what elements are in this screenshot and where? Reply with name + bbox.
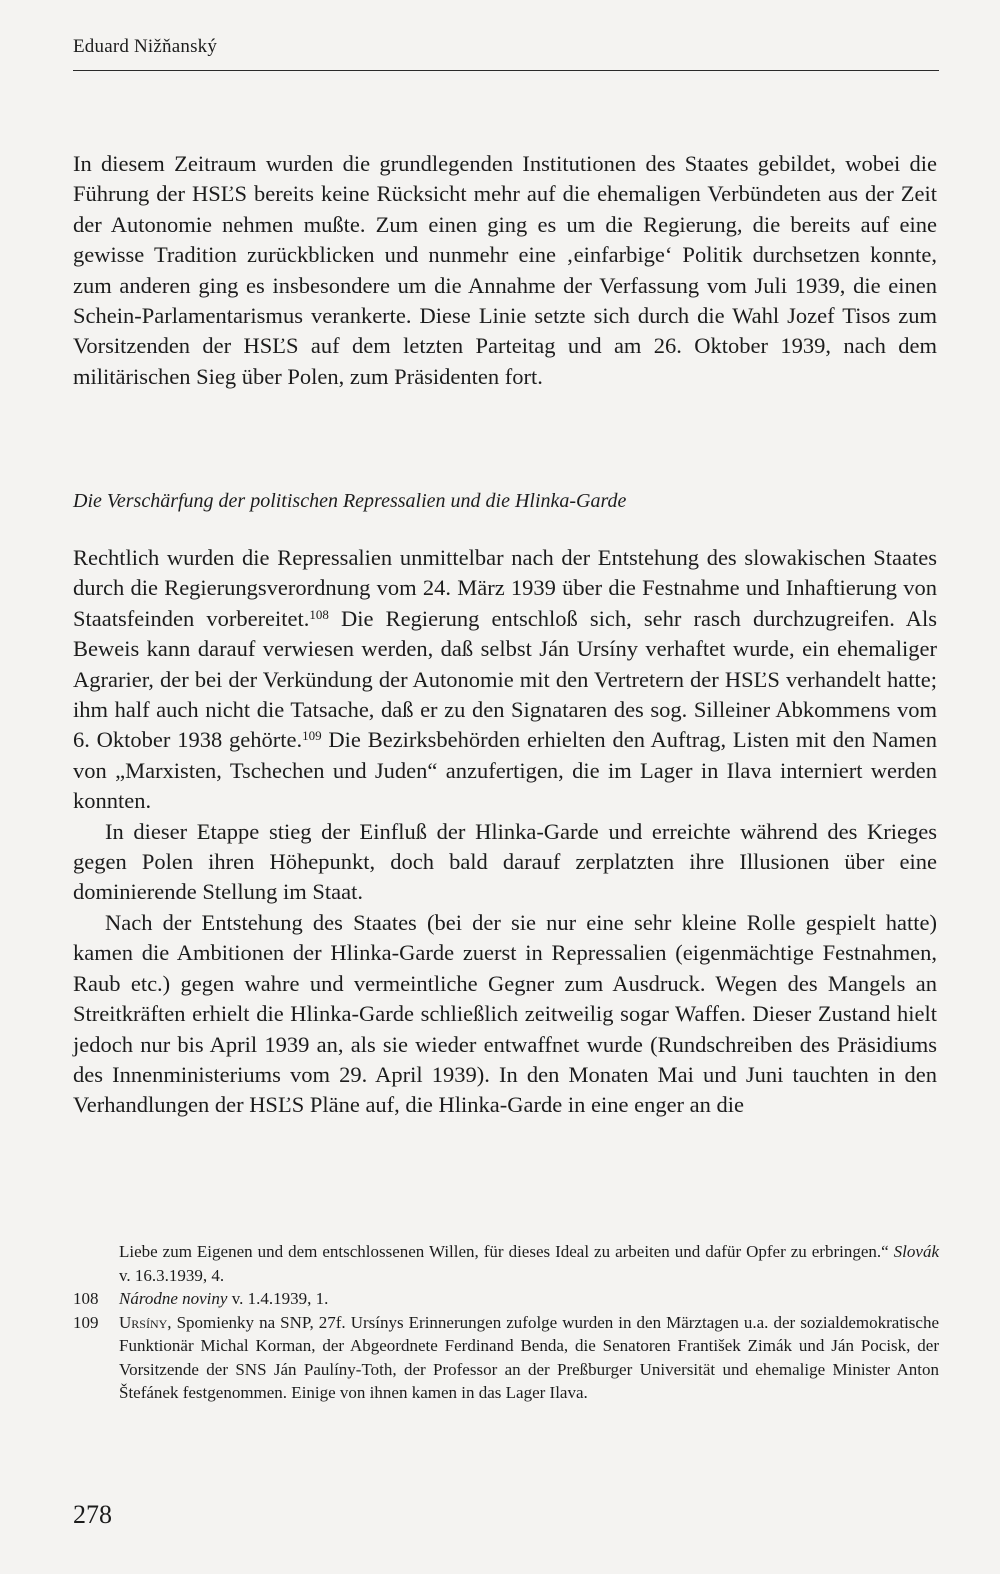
page-number: 278 [73,1500,112,1529]
footnote-continuation-text: Liebe zum Eigenen und dem entschlossenen Willen, für dieses Ideal zu arbeiten und dafür Opfer zu erbringen.“ [119,1242,894,1261]
paragraph-2 [73,543,937,817]
footnote-108 [73,1287,939,1311]
footnote-continuation-source: Slovák [893,1242,939,1261]
paragraph-2-part-b: Die Regierung entschloß sich, sehr rasch durchzugreifen. Als Beweis kann darauf verwiesen werden, daß selbst Ján Ursíny verhaftet wurde, ein ehemaliger Agrarier, der bei der Verkündung der Autonomie mit den Vertretern der HSĽS verhandelt hatte; ihm half auch nicht die Tatsache, daß er zu den Signataren des sog. Silleiner Abkommens vom 6. Oktober 1938 gehörte. [73,605,937,753]
footnote-text [119,1311,939,1405]
main-text-top [73,149,937,392]
footnote-text [119,1287,939,1311]
footnote-ref-108: 108 [309,606,329,622]
footnote-body: , Spomienky na SNP, 27f. Ursínys Erinnerungen zufolge wurden in den Märztagen u.a. der sozialdemokratische Funktionär Michal Korman, der Abgeordnete Ferdinand Benda, die Senatoren František Zimák und Ján Pocisk, der Vorsitzende der SNS Ján Paulíny-Toth, der Professor an der Preßburger Universität und ehemalige Minister Anton Štefánek festgenommen. Einige von ihnen kamen in das Lager Ilava. [119,1312,939,1402]
footnote-109 [73,1311,939,1405]
footnote-source: Národne noviny [119,1289,228,1308]
footnote-continuation [73,1240,939,1287]
footnote-number: 109 [73,1312,99,1332]
paragraph-3: In dieser Etappe stieg der Einfluß der Hlinka-Garde und erreichte während des Krieges gegen Polen ihren Höhepunkt, doch bald darauf zerplatzten ihre Illusionen über eine dominierende Stellung im Staat. [73,818,937,905]
paragraph-4: Nach der Entstehung des Staates (bei der sie nur eine sehr kleine Rolle gespielt hatte) kamen die Ambitionen der Hlinka-Garde zuerst in Repressalien (eigenmächtige Festnahmen, Raub etc.) gegen wahre und vermeintliche Gegner zum Ausdruck. Wegen des Mangels an Streitkräften erhielt die Hlinka-Garde schließlich zeitweilig sogar Waffen. Dieser Zustand hielt jedoch nur bis April 1939 an, als sie wieder entwaffnet wurde (Rundschreiben des Präsidiums des Innenministeriums vom 29. April 1939). In den Monaten Mai und Juni tauchten in den Verhandlungen der HSĽS Pläne auf, die Hlinka-Garde in eine enger an die [73,909,937,1118]
footnote-author: Ursíny [119,1312,168,1332]
section-heading: Die Verschärfung der politischen Repressalien und die Hlinka-Garde [73,490,627,512]
paragraph-2-part-c: Die Bezirksbehörden erhielten den Auftrag, Listen mit den Namen von „Marxisten, Tschechen und Juden“ anzufertigen, die im Lager in Ilava interniert werden konnten. [73,727,937,814]
footnotes [73,1240,939,1405]
paragraph-1: In diesem Zeitraum wurden die grundlegenden Institutionen des Staates gebildet, wobei die Führung der HSĽS bereits keine Rücksicht mehr auf die ehemaligen Verbündeten aus der Zeit der Autonomie nehmen mußte. Zum einen ging es um die Regierung, die bereits auf eine gewisse Tradition zurückblicken und nunmehr eine ‚einfarbige‘ Politik durchsetzen konnte, zum anderen ging es insbesondere um die Annahme der Verfassung vom Juli 1939, die einen Schein-Parlamentarismus verankerte. Diese Linie setzte sich durch die Wahl Jozef Tisos zum Vorsitzenden der HSĽS auf dem letzten Parteitag und am 26. Oktober 1939, nach dem militärischen Sieg über Polen, zum Präsidenten fort. [73,151,937,389]
footnote-number: 108 [73,1289,99,1308]
paragraph-2-part-a: Rechtlich wurden die Repressalien unmittelbar nach der Entstehung des slowakischen Staates durch die Regierungsverordnung vom 24. März 1939 über die Festnahme und Inhaftierung von Staatsfeinden vorbereitet. [73,545,937,631]
header-rule [73,70,939,71]
footnote-tail: v. 1.4.1939, 1. [227,1289,329,1308]
running-head: Eduard Nižňanský [73,36,218,57]
footnote-ref-109: 109 [302,728,322,744]
main-text-bottom [73,543,937,1121]
footnote-continuation-tail: v. 16.3.1939, 4. [119,1265,225,1285]
